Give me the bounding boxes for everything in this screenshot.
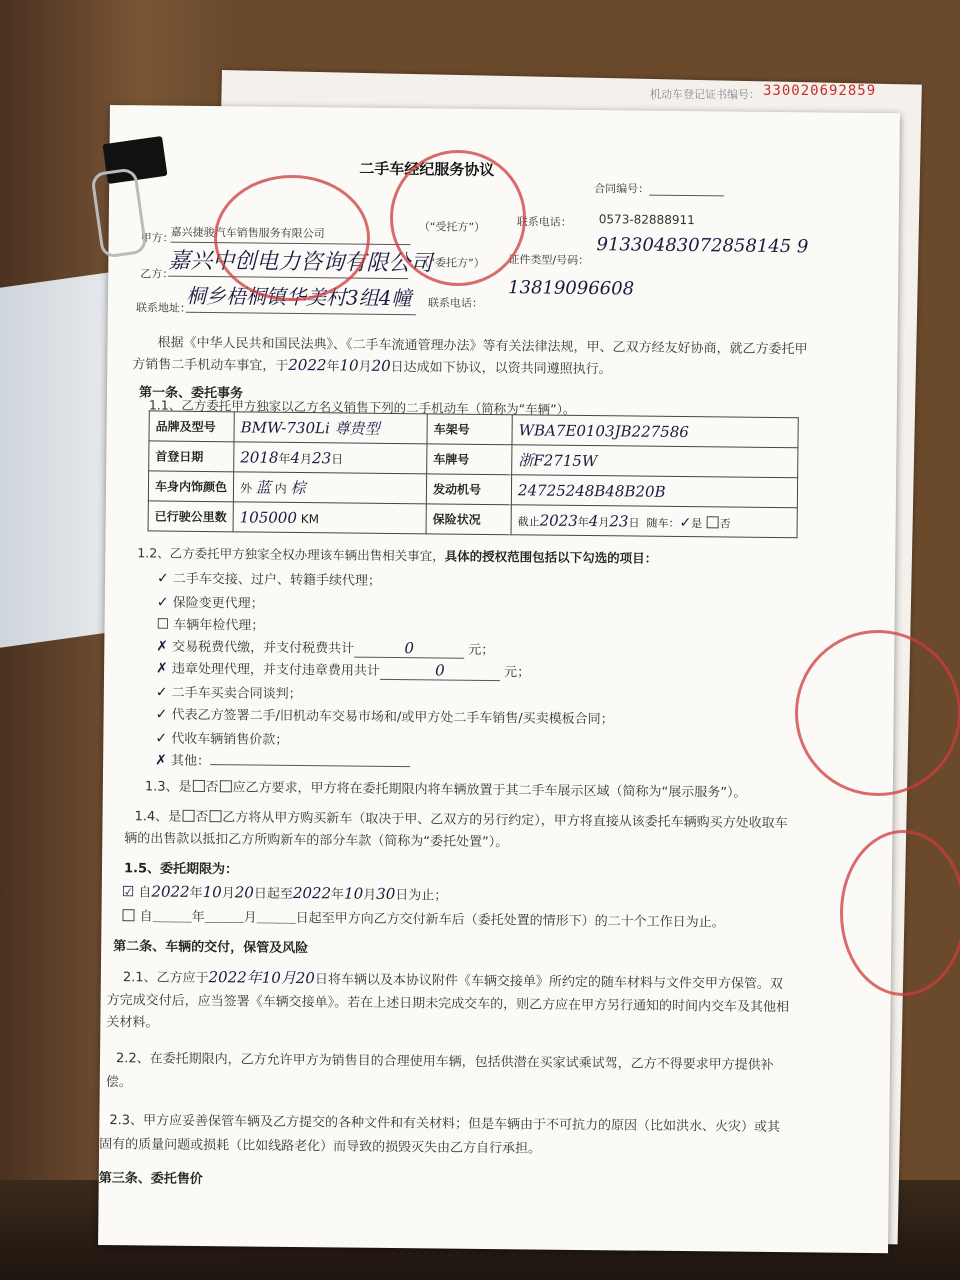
- plate-label: 车牌号: [427, 444, 512, 475]
- agreement-document: [98, 105, 900, 1253]
- seal-stamp: [214, 175, 370, 301]
- term-option-1: ☑ 自2022年10月20日起至2022年10月30日为止；: [121, 882, 448, 904]
- party-a-phone-label: 联系电话：: [516, 215, 572, 229]
- party-a-role: （“受托方”）: [418, 220, 486, 234]
- clause-1-1: 1.1、乙方委托甲方独家以乙方名义销售下列的二手机动车（简称为“车辆”）。: [148, 397, 576, 417]
- term-option-2: 自＿＿＿年＿＿＿月＿＿＿日起至甲方向乙方交付新车后（委托处置的情形下）的二十个工作日为止。: [121, 905, 724, 930]
- item-4: ✗ 交易税费代缴，并支付税费共计 0 元；: [156, 638, 495, 659]
- registration-number: 330020692859: [763, 83, 877, 99]
- color-value: 外 蓝 内 棕: [233, 472, 426, 504]
- reg-date-value: 2018年4月23日: [234, 442, 427, 474]
- party-b-id-number: 91330483072858145 9: [596, 234, 809, 258]
- engine-label: 发动机号: [426, 474, 511, 505]
- section-2-title: 第二条、车辆的交付，保管及风险: [113, 939, 309, 957]
- registration-number-label: 机动车登记证书编号：: [650, 88, 760, 101]
- clause-1-4-line-2: 辆的出售款以抵扣乙方所购新车的部分车款（简称为“委托处置”）。: [124, 831, 509, 851]
- contract-number-label: 合同编号：: [594, 182, 650, 196]
- plate-value: 浙F2715W: [512, 445, 798, 478]
- clause-2-1-line-2: 方完成交付后，应当签署《车辆交接单》。若在上述日期未完成交车的，则乙方应在甲方另行通知的时间内交车及其他相: [106, 993, 790, 1016]
- party-a-label: 甲方：: [140, 231, 174, 245]
- item-6: ✓ 二手车买卖合同谈判；: [155, 684, 302, 703]
- mileage-value: 105000 KM: [233, 502, 426, 534]
- section-1-title: 第一条、委托事务: [138, 385, 244, 402]
- party-b-address-label: 联系地址：: [135, 301, 191, 315]
- party-b-address-line: [186, 312, 416, 315]
- contract-number-line: [649, 195, 724, 197]
- clause-2-1-line-3: 关材料。: [106, 1015, 159, 1031]
- seal-stamp: [795, 630, 960, 796]
- item-3: ☐ 车辆年检代理；: [156, 616, 265, 634]
- party-b-phone-label: 联系电话：: [427, 296, 484, 310]
- intro-month: 10: [339, 356, 359, 375]
- party-b-address: 桐乡梧桐镇华美村3组4幢: [185, 283, 412, 311]
- fine-amount: 0: [380, 661, 500, 681]
- clause-2-2-line-2: 偿。: [105, 1075, 132, 1091]
- clause-2-2-line-1: 2.2、在委托期限内，乙方允许甲方为销售目的合理使用车辆，包括供潜在买家试乘试驾，乙方不得要求甲方提供补: [115, 1051, 774, 1074]
- clause-2-3-line-1: 2.3、甲方应妥善保管车辆及乙方提交的各种文件和有关材料；但是车辆由于不可抗力的原因（比如洪水、火灾）或其: [109, 1113, 781, 1136]
- mileage-label: 已行驶公里数: [148, 501, 233, 532]
- document-title: 二手车经纪服务协议: [359, 159, 495, 180]
- clause-1-2: 1.2、乙方委托甲方独家全权办理该车辆出售相关事宜，具体的授权范围包括以下勾选的项目：: [137, 545, 658, 566]
- clause-2-1-line-1: 2.1、乙方应于2022年10月20日将车辆以及本协议附件《车辆交接单》所约定的随车材料与文件交甲方保管。双: [122, 968, 783, 993]
- item-9: ✗ 其他：: [155, 750, 410, 772]
- intro-line-1: 根据《中华人民共和国民法典》、《二手车流通管理办法》等有关法律法规，甲、乙双方经友好协商，就乙方委托甲: [157, 335, 808, 358]
- party-b-role: （“委托方”）: [418, 256, 485, 270]
- party-b-id-label: 证件类型/号码：: [508, 253, 590, 268]
- seal-stamp: [840, 830, 960, 996]
- item-7: ✓ 代表乙方签署二手/旧机动车交易市场和/或甲方处二手车销售/买卖模板合同；: [155, 706, 614, 728]
- color-label: 车身内饰颜色: [148, 471, 233, 502]
- party-a-phone: 0573-82888911: [598, 212, 695, 228]
- clause-1-5: 1.5、委托期限为：: [123, 861, 239, 878]
- item-1: ✓ 二手车交接、过户、转籍手续代理；: [156, 570, 381, 589]
- party-a-name: 嘉兴捷骏汽车销售服务有限公司: [170, 225, 325, 241]
- clause-2-3-line-2: 固有的质量问题或损耗（比如线路老化）而导致的损毁灭失由乙方自行承担。: [99, 1136, 542, 1157]
- tax-amount: 0: [354, 639, 464, 659]
- insurance-value: 截止2023年4月23日 随车：✓是 否: [511, 505, 797, 538]
- party-b-phone: 13819096608: [507, 277, 635, 300]
- reg-date-label: 首登日期: [149, 441, 234, 472]
- engine-value: 24725248B48B20B: [511, 475, 797, 508]
- intro-day: 20: [371, 356, 391, 375]
- brand-value: BMW-730Li 尊贵型: [234, 412, 427, 444]
- vin-label: 车架号: [427, 414, 512, 445]
- intro-line-2: 方销售二手机动车事宜，于2022年10月20日达成如下协议，以资共同遵照执行。: [132, 355, 612, 378]
- vin-value: WBA7E0103JB227586: [512, 415, 798, 448]
- section-3-title: 第三条、委托售价: [98, 1170, 203, 1188]
- vehicle-table: [148, 410, 799, 538]
- insurance-label: 保险状况: [426, 504, 511, 535]
- clause-1-4-line-1: 1.4、是 否 乙方将从甲方购买新车（取决于甲、乙双方的另行约定），甲方将直接从该委托车辆购买方处收取车: [134, 809, 788, 832]
- party-b-label: 乙方：: [140, 267, 174, 281]
- seal-stamp: [390, 150, 526, 286]
- item-8: ✓ 代收车辆销售价款；: [155, 730, 289, 748]
- intro-year: 2022: [288, 355, 327, 375]
- party-b-name: 嘉兴中创电力咨询有限公司: [168, 248, 433, 277]
- brand-label: 品牌及型号: [149, 411, 234, 442]
- item-2: ✓ 保险变更代理；: [156, 594, 264, 612]
- clause-1-3: 1.3、是 否 应乙方要求，甲方将在委托期限内将车辆放置于其二手车展示区域（简称为“展示服务”）。: [144, 779, 747, 801]
- background-object: [0, 272, 110, 647]
- item-5: ✗ 违章处理代理，并支付违章费用共计 0 元；: [156, 660, 531, 681]
